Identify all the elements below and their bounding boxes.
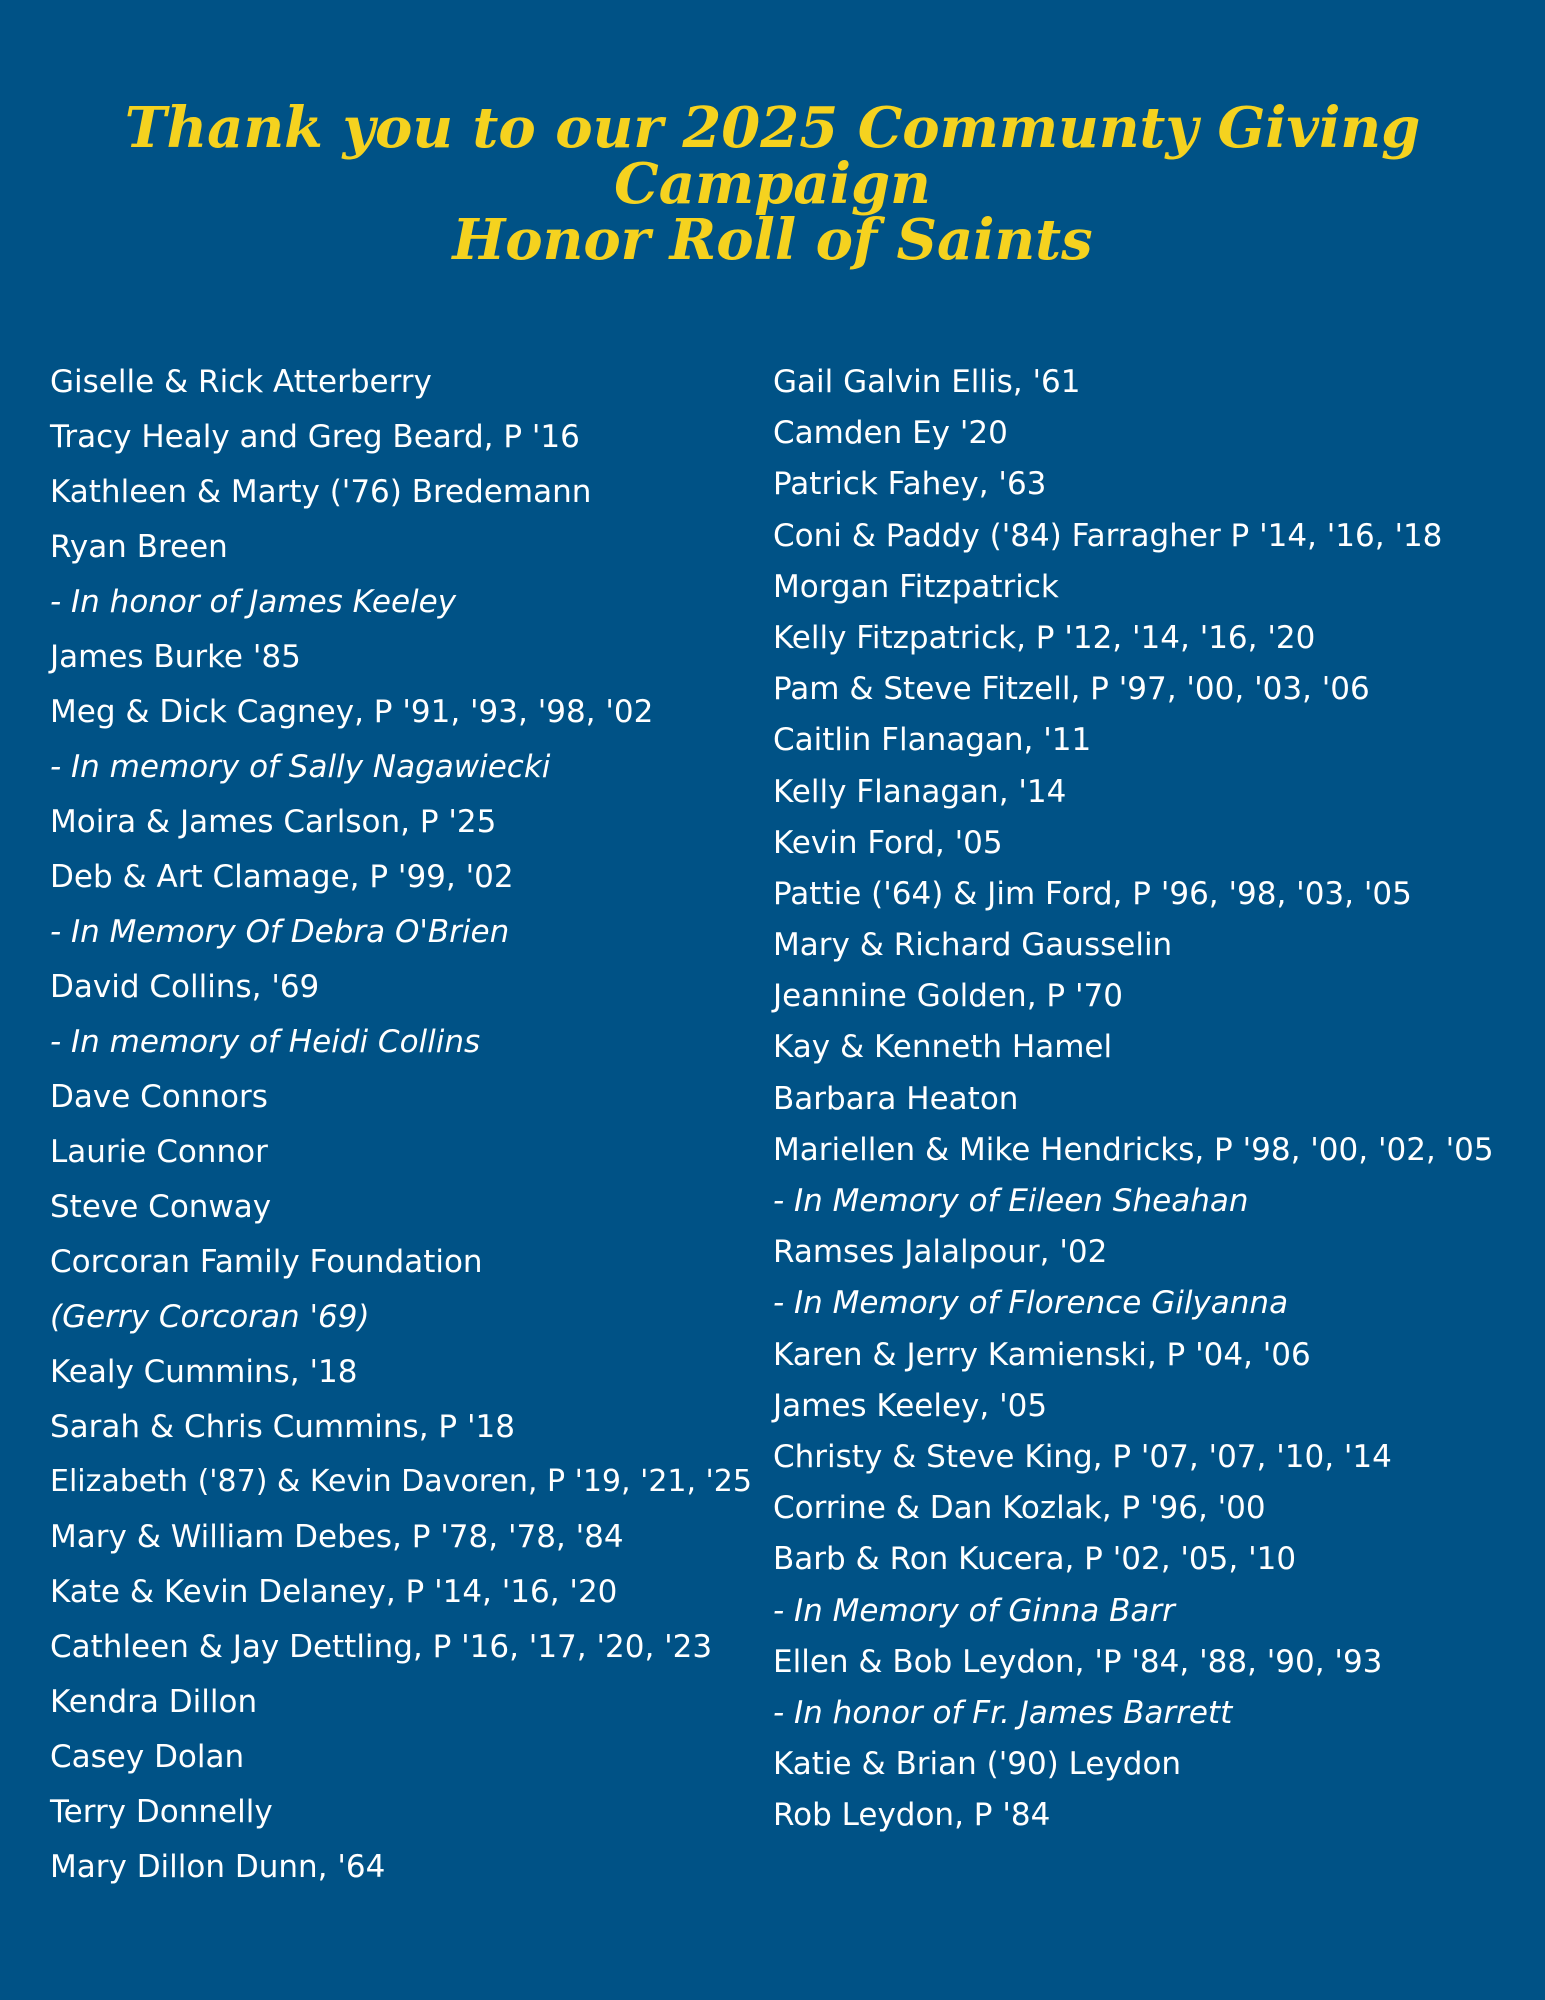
donor-dedication-note: - In honor of Fr. James Barrett [773, 1694, 1233, 1731]
donor-entry: Barb & Ron Kucera, P '02, '05, '10 [773, 1541, 1297, 1578]
donor-dedication-note: - In Memory of Ginna Barr [773, 1592, 1175, 1629]
donor-dedication-note: (Gerry Corcoran '69) [50, 1299, 370, 1335]
donor-entry: Karen & Jerry Kamienski, P '04, '06 [773, 1336, 1311, 1373]
donor-entry: Ellen & Bob Leydon, 'P '84, '88, '90, '93 [773, 1643, 1383, 1680]
donor-entry: Deb & Art Clamage, P '99, '02 [50, 859, 514, 895]
donor-entry: Patrick Fahey, '63 [773, 466, 1047, 503]
donor-dedication-note: - In memory of Sally Nagawiecki [50, 749, 551, 785]
donor-dedication-note: - In honor of James Keeley [50, 584, 457, 620]
donor-entry: James Burke '85 [50, 639, 301, 675]
page-title-line-2: Honor Roll of Saints [452, 207, 1093, 273]
donor-entry: Kevin Ford, '05 [773, 824, 1003, 861]
donor-entry: Gail Galvin Ellis, '61 [773, 364, 1081, 400]
donor-entry: Jeannine Golden, P '70 [773, 978, 1123, 1015]
donor-entry: Mary & William Debes, P '78, '78, '84 [50, 1519, 624, 1555]
donor-entry: Coni & Paddy ('84) Farragher P '14, '16, '18 [773, 517, 1443, 554]
donor-entry: Cathleen & Jay Dettling, P '16, '17, '20, '23 [50, 1629, 713, 1665]
donor-entry: Sarah & Chris Cummins, P '18 [50, 1409, 515, 1445]
donor-entry: James Keeley, '05 [773, 1387, 1048, 1424]
donor-entry: Kathleen & Marty ('76) Bredemann [50, 474, 592, 510]
donor-dedication-note: - In Memory of Florence Gilyanna [773, 1285, 1289, 1322]
donor-entry: Barbara Heaton [773, 1080, 1019, 1117]
donor-entry: Kendra Dillon [50, 1684, 258, 1720]
donor-entry: Steve Conway [50, 1189, 272, 1225]
donor-entry: Kelly Fitzpatrick, P '12, '14, '16, '20 [773, 619, 1316, 656]
donor-entry: Mariellen & Mike Hendricks, P '98, '00, '02, '05 [773, 1131, 1494, 1168]
donor-entry: Corcoran Family Foundation [50, 1244, 483, 1280]
donor-entry: Ramses Jalalpour, '02 [773, 1234, 1108, 1271]
donor-entry: Corrine & Dan Kozlak, P '96, '00 [773, 1490, 1266, 1527]
donor-entry: Moira & James Carlson, P '25 [50, 804, 497, 840]
donor-entry: Kay & Kenneth Hamel [773, 1029, 1113, 1066]
donor-entry: Kealy Cummins, '18 [50, 1354, 358, 1390]
donor-entry: Laurie Connor [50, 1134, 268, 1170]
donor-list-right-column [773, 352, 1494, 1836]
donor-dedication-note: - In Memory Of Debra O'Brien [50, 914, 510, 950]
donor-entry: Camden Ey '20 [773, 415, 1008, 452]
donor-entry: Kate & Kevin Delaney, P '14, '16, '20 [50, 1574, 618, 1610]
donor-dedication-note: - In Memory of Eileen Sheahan [773, 1183, 1249, 1219]
donor-entry: Mary & Richard Gausselin [773, 927, 1173, 964]
donor-entry: Kelly Flanagan, '14 [773, 773, 1067, 810]
donor-entry: Casey Dolan [50, 1739, 245, 1775]
donor-entry: Pam & Steve Fitzell, P '97, '00, '03, '06 [773, 671, 1370, 708]
donor-entry: Tracy Healy and Greg Beard, P '16 [50, 419, 580, 455]
donor-entry: Pattie ('64) & Jim Ford, P '96, '98, '03, '05 [773, 875, 1412, 912]
donor-entry: Giselle & Rick Atterberry [50, 364, 432, 400]
donor-entry: Elizabeth ('87) & Kevin Davoren, P '19, '21, '25 [50, 1464, 752, 1499]
page-title-line-1: Thank you to our 2025 Communty Giving Campaign [124, 95, 1421, 217]
donor-dedication-note: - In memory of Heidi Collins [50, 1024, 481, 1060]
donor-entry: Katie & Brian ('90) Leydon [773, 1746, 1182, 1783]
donor-entry: Morgan Fitzpatrick [773, 568, 1059, 605]
donor-entry: David Collins, '69 [50, 969, 320, 1005]
donor-list-left-column [50, 352, 752, 1892]
donor-entry: Mary Dillon Dunn, '64 [50, 1849, 386, 1885]
donor-entry: Dave Connors [50, 1079, 268, 1115]
donor-entry: Terry Donnelly [50, 1794, 273, 1830]
donor-entry: Meg & Dick Cagney, P '91, '93, '98, '02 [50, 694, 654, 730]
donor-entry: Ryan Breen [50, 529, 228, 565]
donor-entry: Caitlin Flanagan, '11 [773, 722, 1092, 759]
donor-entry: Rob Leydon, P '84 [773, 1797, 1051, 1834]
donor-entry: Christy & Steve King, P '07, '07, '10, '14 [773, 1438, 1392, 1475]
